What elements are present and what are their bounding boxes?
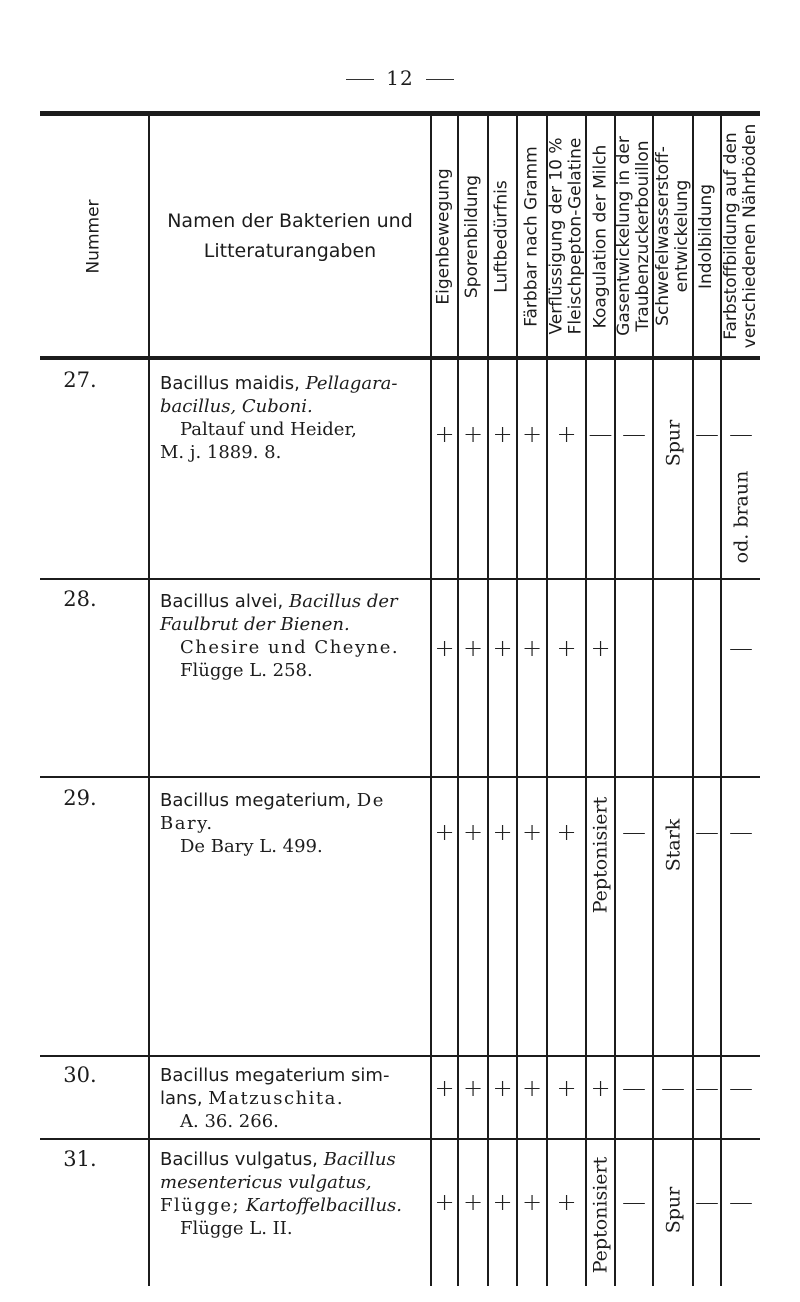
bacterium-synonym: mesentericus vulgatus, — [160, 1172, 372, 1193]
bacterium-name: Bacillus megaterium, — [160, 790, 352, 811]
header-schwefelwasserstoff — [654, 116, 692, 356]
table-cell: — — [588, 420, 613, 448]
table-cell: + — [434, 1188, 455, 1216]
bacterium-synonym: Kartoffelbacillus. — [245, 1195, 403, 1216]
header-farbstoffbildung — [722, 116, 760, 356]
table-cell: + — [521, 420, 543, 448]
header-sporenbildung-label: Sporenbildung — [462, 174, 483, 298]
header-verfluessigung — [548, 116, 585, 356]
header-luftbeduerfnis-label: Luftbedürfnis — [492, 179, 513, 293]
table-cell: + — [556, 1074, 577, 1102]
header-verfluessigung-label — [548, 137, 586, 334]
bacterium-author: De — [356, 790, 385, 811]
row-number: 28. — [63, 587, 97, 611]
header-koagulation-label: Koagulation der Milch — [590, 144, 611, 328]
row-separator — [40, 578, 760, 580]
reference: Flügge L. 258. — [180, 660, 313, 681]
table-cell-text: Stark — [662, 818, 685, 872]
table-cell: — — [695, 818, 719, 846]
table-cell: + — [590, 1074, 611, 1102]
row-separator — [40, 776, 760, 778]
header-nummer-label: Nummer — [83, 198, 104, 274]
header-gasentwickelung — [616, 116, 652, 356]
bacterium-synonym: bacillus, Cuboni. — [160, 396, 313, 417]
header-farbstoffbildung-line2: verschiedenen Nährböden — [740, 123, 761, 349]
header-schwefelwasserstoff-line1: Schwefelwasserstoff- — [653, 146, 674, 326]
table-cell: + — [556, 818, 577, 846]
bacterium-entry — [160, 590, 428, 682]
header-gasentwickelung-label — [615, 136, 653, 336]
bacterium-name: Bacillus alvei, — [160, 591, 284, 612]
reference: Flügge L. II. — [180, 1218, 293, 1239]
bacterium-name: Bacillus maidis, — [160, 373, 300, 394]
reference: Chesire und Cheyne. — [180, 637, 400, 658]
table-cell: + — [492, 634, 513, 662]
table-cell: + — [462, 634, 484, 662]
table-cell: — — [729, 1074, 753, 1102]
table-cell: + — [521, 1188, 543, 1216]
table-cell: — — [622, 818, 646, 846]
header-schwefelwasserstoff-line2: entwickelung — [672, 179, 693, 293]
bacterium-entry — [160, 789, 428, 858]
row-number: 31. — [63, 1147, 97, 1171]
bacterium-synonym: Bacillus der — [289, 591, 398, 612]
table-cell: — — [729, 420, 753, 448]
table-cell: — — [622, 420, 646, 448]
table-cell: — — [729, 1188, 753, 1216]
table-cell: + — [462, 1074, 484, 1102]
bacterium-name: Bacillus vulgatus, — [160, 1149, 318, 1170]
header-farbstoffbildung-line1: Farbstoffbildung auf den — [721, 132, 742, 340]
header-eigenbewegung-label: Eigenbewegung — [434, 167, 455, 305]
row-number: 30. — [63, 1063, 97, 1087]
page-number-dash-right — [426, 79, 454, 80]
header-nummer — [40, 116, 148, 356]
page-number-dash-left — [346, 79, 374, 80]
header-verfluessigung-line2: Fleischpepton-Gelatine — [565, 137, 586, 335]
table-cell-rotated — [587, 1145, 614, 1285]
header-eigenbewegung — [432, 116, 457, 356]
table-cell-rotated — [654, 1155, 692, 1265]
table-cell: + — [434, 420, 455, 448]
table-cell: + — [434, 634, 455, 662]
table-cell-text: Peptonisiert — [589, 796, 612, 914]
header-farbstoffbildung-label — [722, 124, 760, 348]
bacterium-synonym: Pellagara- — [305, 373, 398, 394]
header-koagulation — [587, 116, 614, 356]
header-faerbbar-label: Färbbar nach Gramm — [521, 145, 542, 327]
table-cell: — — [729, 818, 753, 846]
header-luftbeduerfnis — [489, 116, 516, 356]
bacterium-entry — [160, 1148, 428, 1240]
header-sporenbildung — [459, 116, 487, 356]
table-cell-text: Spur — [662, 419, 684, 467]
bacterium-name: Bacillus megaterium sim- — [160, 1065, 390, 1086]
table-cell: — — [695, 1074, 719, 1102]
header-schwefelwasserstoff-label — [654, 146, 692, 326]
table-cell-rotated — [722, 462, 760, 572]
table-cell: — — [661, 1074, 685, 1102]
table-cell-text: od. braun — [730, 470, 753, 564]
table-cell: + — [556, 634, 577, 662]
bacterium-author: Flügge; — [160, 1195, 241, 1216]
table-cell: — — [695, 1188, 719, 1216]
row-separator — [40, 1138, 760, 1140]
table-cell: + — [556, 1188, 577, 1216]
table-cell: — — [622, 1188, 646, 1216]
row-number: 27. — [63, 368, 97, 392]
table-cell: + — [434, 818, 455, 846]
table-cell-text: Spur — [662, 1186, 684, 1234]
header-indolbildung — [694, 116, 720, 356]
header-names-line1: Namen der Bakterien und — [167, 210, 413, 232]
table-cell: + — [492, 420, 513, 448]
header-gasentwickelung-line1: Gasentwickelung in der — [614, 136, 635, 336]
header-names-line2: Litteraturangaben — [203, 240, 377, 262]
table-cell: + — [521, 1074, 543, 1102]
row-separator — [40, 1055, 760, 1057]
table-cell: + — [462, 420, 484, 448]
table-cell-rotated — [654, 795, 692, 895]
table-cell: + — [462, 1188, 484, 1216]
bacterium-author: Matzuschita. — [208, 1088, 345, 1109]
table-cell: + — [492, 1074, 513, 1102]
reference: De Bary L. 499. — [180, 836, 323, 857]
table-cell: + — [590, 634, 611, 662]
table-cell: + — [434, 1074, 455, 1102]
page-number — [0, 66, 800, 90]
header-names — [150, 116, 430, 356]
reference: A. 36. 266. — [180, 1111, 279, 1132]
table-cell: — — [729, 634, 753, 662]
bacterium-name: lans, — [160, 1088, 203, 1109]
bacterium-author: Bary. — [160, 813, 214, 834]
header-faerbbar — [518, 116, 546, 356]
header-gasentwickelung-line2: Traubenzuckerbouillon — [633, 140, 654, 332]
header-indolbildung-label: Indolbildung — [696, 183, 717, 289]
row-number: 29. — [63, 786, 97, 810]
table-cell: + — [492, 818, 513, 846]
bacterium-synonym: Bacillus — [323, 1149, 396, 1170]
table-cell-rotated — [654, 368, 692, 518]
table-cell-rotated — [587, 780, 614, 930]
table-cell: — — [695, 420, 719, 448]
table-cell: + — [521, 818, 543, 846]
bacterium-entry — [160, 372, 428, 464]
bacterium-entry — [160, 1064, 428, 1133]
table-cell-text: Peptonisiert — [589, 1156, 612, 1274]
table-cell: + — [462, 818, 484, 846]
table-cell: + — [521, 634, 543, 662]
reference: Paltauf und Heider, — [180, 419, 357, 440]
header-verfluessigung-line1: Verflüssigung der 10 % — [546, 137, 567, 335]
bacterium-synonym: Faulbrut der Bienen. — [160, 614, 350, 635]
page-number-text: 12 — [386, 66, 414, 90]
table-cell: — — [622, 1074, 646, 1102]
table-cell: + — [556, 420, 577, 448]
table-cell: + — [492, 1188, 513, 1216]
reference: M. j. 1889. 8. — [160, 442, 282, 463]
